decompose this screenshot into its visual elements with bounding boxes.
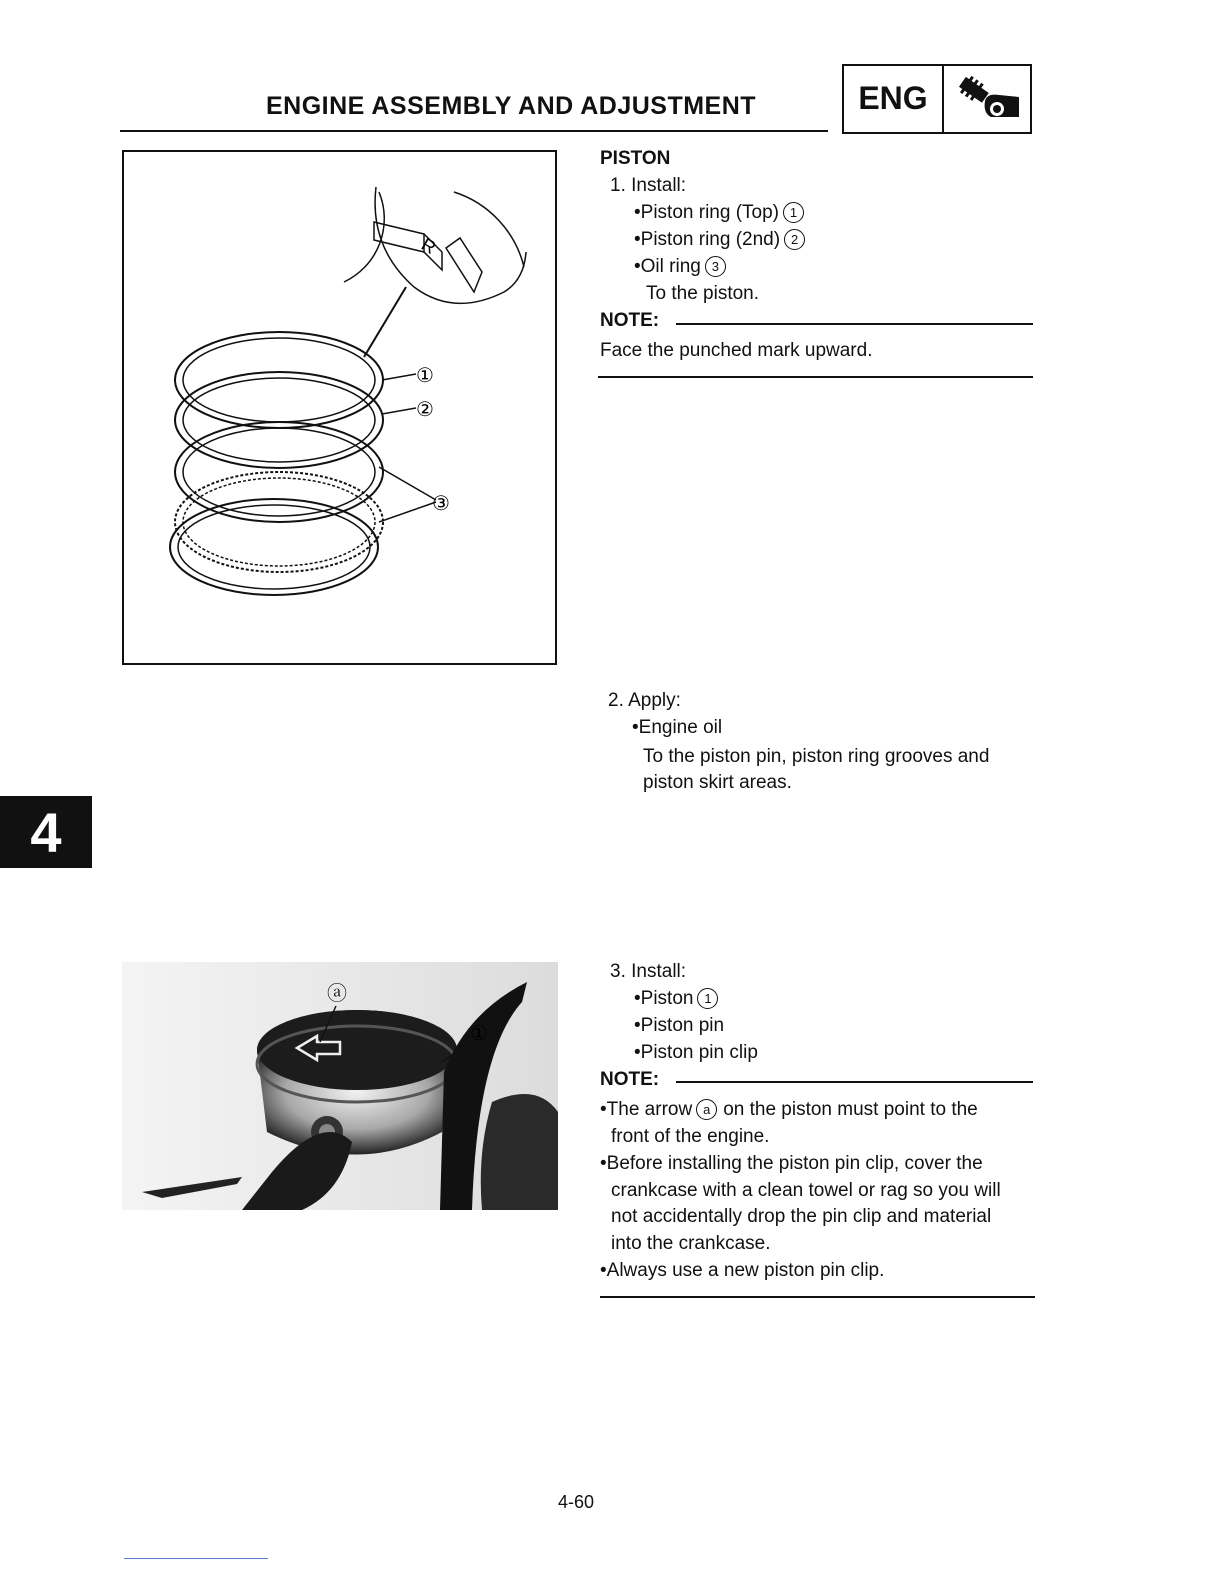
note2-line-2: crankcase with a clean towel or rag so you will	[611, 1180, 1001, 1201]
section-tag-label: ENG	[844, 66, 944, 132]
note1-line-1: •The arrow a on the piston must point to the	[600, 1099, 978, 1120]
step1-target: To the piston.	[646, 283, 760, 304]
note-end-rule	[600, 1296, 1035, 1298]
punch-mark-label: R	[418, 234, 440, 258]
step2-label: 2. Apply:	[608, 690, 681, 711]
note-rule	[676, 1081, 1033, 1083]
step3-label: 3. Install:	[610, 961, 687, 982]
ref-circle: 2	[784, 229, 805, 250]
ref-circle: 1	[697, 988, 718, 1009]
ref-circle: a	[696, 1099, 717, 1120]
step1-item-2: •Piston ring (2nd) 2	[634, 226, 805, 253]
note-text: Face the punched mark upward.	[600, 340, 873, 361]
footer-line	[124, 1558, 268, 1559]
piston-rings-diagram	[122, 150, 557, 665]
title-rule	[120, 130, 828, 132]
note-rule	[676, 323, 1033, 325]
page-title: ENGINE ASSEMBLY AND ADJUSTMENT	[266, 92, 757, 120]
note-label: NOTE:	[600, 1069, 660, 1090]
ref-circle: 1	[783, 202, 804, 223]
step1-label: 1. Install:	[610, 175, 687, 196]
step3-item-3: •Piston pin clip	[634, 1042, 758, 1063]
callout-1: ①	[470, 1021, 488, 1045]
step2-line-1: To the piston pin, piston ring grooves and	[643, 746, 990, 767]
engine-wrench-icon	[944, 66, 1030, 132]
step1-item-1: •Piston ring (Top) 1	[634, 199, 804, 226]
piston-install-photo	[122, 962, 558, 1210]
note1-line-2: front of the engine.	[611, 1126, 770, 1147]
step2-line-2: piston skirt areas.	[643, 772, 792, 793]
step2-item-1: •Engine oil	[632, 717, 723, 738]
step3-item-1: •Piston 1	[634, 985, 718, 1012]
page-number: 4-60	[558, 1492, 595, 1512]
note-end-rule	[598, 376, 1033, 378]
note3: •Always use a new piston pin clip.	[600, 1260, 885, 1281]
callout-2: ②	[416, 397, 434, 421]
chapter-tab: 4	[0, 796, 92, 868]
step3-item-2: •Piston pin	[634, 1015, 725, 1036]
note2-line-3: not accidentally drop the pin clip and material	[611, 1206, 992, 1227]
callout-1: ①	[416, 363, 434, 387]
ref-circle: 3	[705, 256, 726, 277]
section-tag	[842, 64, 1032, 134]
note2-line-4: into the crankcase.	[611, 1233, 771, 1254]
note2-line-1: •Before installing the piston pin clip, cover the	[600, 1153, 983, 1174]
callout-a: ⓐ	[327, 981, 347, 1005]
step1-item-3: •Oil ring 3	[634, 253, 726, 280]
callout-3: ③	[432, 491, 450, 515]
section-heading: PISTON	[600, 148, 671, 169]
note-label: NOTE:	[600, 310, 660, 331]
